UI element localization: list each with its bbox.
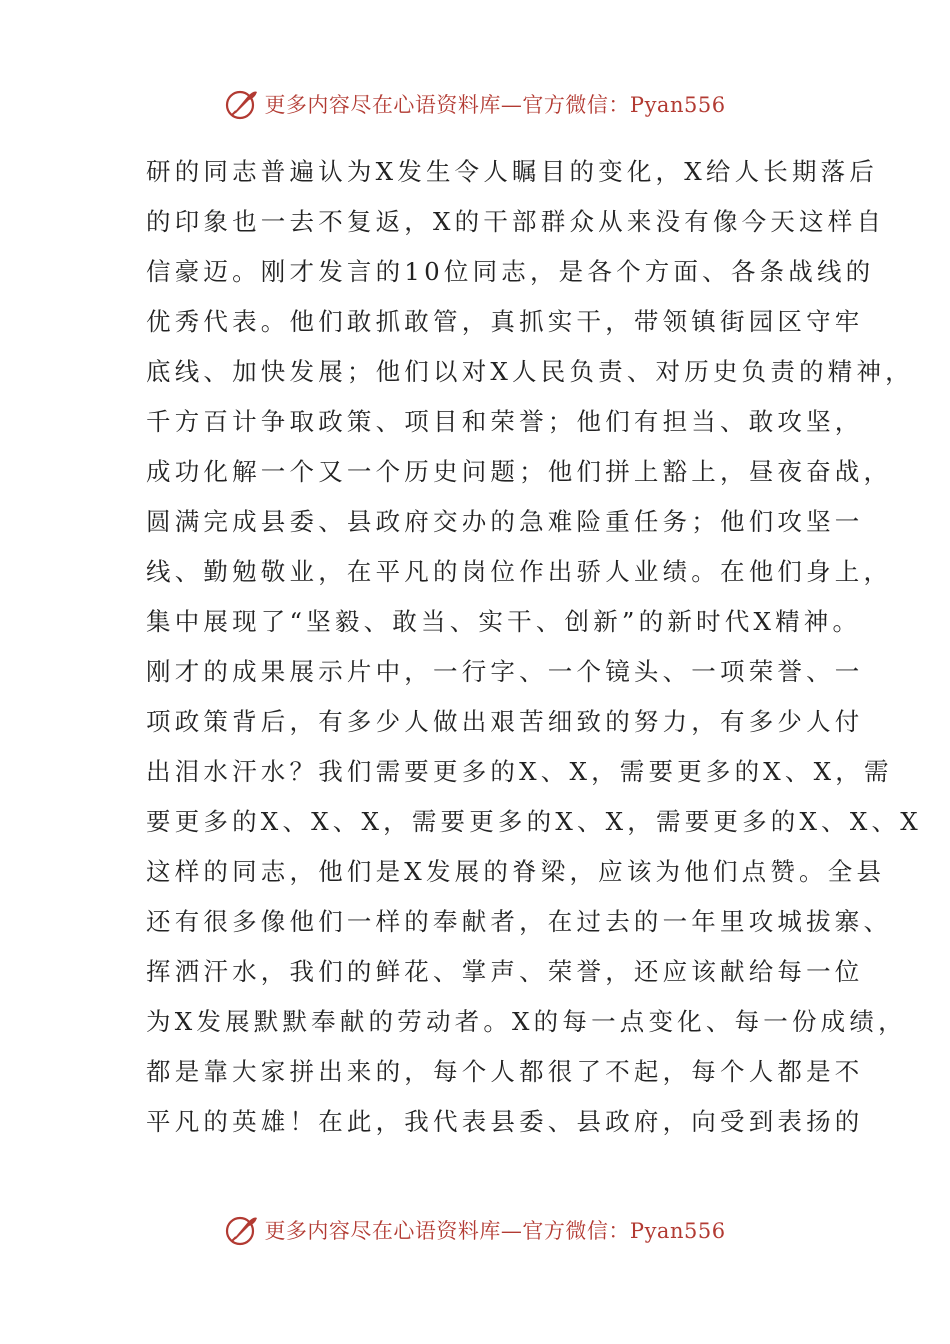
text-line: 信豪迈。刚才发言的10位同志，是各个方面、各条战线的 — [146, 257, 875, 286]
text-line: 的印象也一去不复返，X的干部群众从来没有像今天这样自 — [146, 207, 886, 236]
text-line: 千方百计争取政策、项目和荣誉；他们有担当、敢攻坚， — [146, 407, 864, 436]
text-line: 要更多的X、X、X，需要更多的X、X，需要更多的X、X、X — [146, 807, 922, 836]
text-line: 优秀代表。他们敢抓敢管，真抓实干，带领镇街园区守牢 — [146, 307, 864, 336]
text-line: 还有很多像他们一样的奉献者，在过去的一年里攻城拔寨、 — [146, 907, 893, 936]
footer-banner — [0, 1210, 950, 1250]
text-line: 线、勤勉敬业，在平凡的岗位作出骄人业绩。在他们身上， — [146, 557, 893, 586]
text-line: 底线、加快发展；他们以对X人民负责、对历史负责的精神， — [146, 357, 914, 386]
header-banner-text: 更多内容尽在心语资料库—官方微信：Pyan556 — [264, 93, 726, 117]
quill-pen-circle-icon — [224, 1212, 260, 1248]
document-body — [146, 147, 922, 1147]
text-line: 平凡的英雄！在此，我代表县委、县政府，向受到表扬的 — [146, 1107, 864, 1136]
text-line: 圆满完成县委、县政府交办的急难险重任务；他们攻坚一 — [146, 507, 864, 536]
text-line: 项政策背后，有多少人做出艰苦细致的努力，有多少人付 — [146, 707, 864, 736]
quill-pen-circle-icon — [224, 86, 260, 122]
text-line: 挥洒汗水，我们的鲜花、掌声、荣誉，还应该献给每一位 — [146, 957, 864, 986]
text-line: 都是靠大家拼出来的，每个人都很了不起，每个人都是不 — [146, 1057, 864, 1086]
text-line: 集中展现了“坚毅、敢当、实干、创新”的新时代X精神。 — [146, 607, 862, 636]
text-line: 这样的同志，他们是X发展的脊梁，应该为他们点赞。全县 — [146, 857, 886, 886]
text-line: 出泪水汗水？我们需要更多的X、X，需要更多的X、X，需 — [146, 757, 893, 786]
text-line: 研的同志普遍认为X发生令人瞩目的变化，X给人长期落后 — [146, 157, 879, 186]
text-line: 成功化解一个又一个历史问题；他们拼上豁上，昼夜奋战， — [146, 457, 893, 486]
text-line: 刚才的成果展示片中，一行字、一个镜头、一项荣誉、一 — [146, 657, 864, 686]
text-line: 为X发展默默奉献的劳动者。X的每一点变化、每一份成绩， — [146, 1007, 907, 1036]
header-banner — [0, 84, 950, 124]
footer-banner-text: 更多内容尽在心语资料库—官方微信：Pyan556 — [264, 1219, 726, 1243]
